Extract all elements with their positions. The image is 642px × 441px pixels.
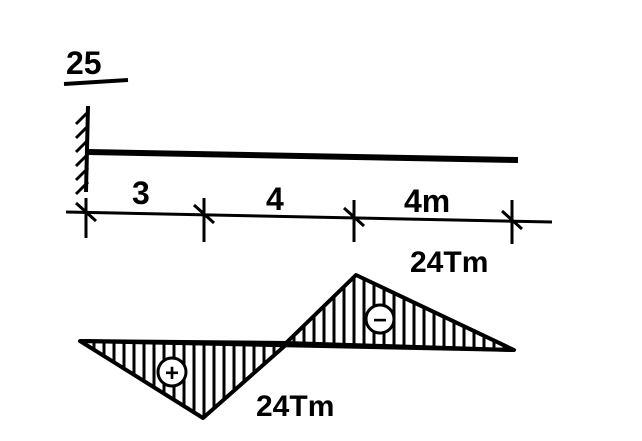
negative-moment-region (286, 275, 514, 350)
minus-sign-label: − (372, 307, 388, 334)
dimension-label-3: 4m (404, 183, 451, 219)
moment-value-bottom: 24Tm (256, 390, 335, 423)
problem-number: 25 (66, 45, 102, 81)
dimension-label-1: 3 (132, 175, 150, 211)
fixed-support-icon (76, 106, 88, 194)
moment-value-top: 24Tm (410, 246, 489, 279)
cantilever-beam (88, 152, 518, 160)
plus-sign-label: + (164, 360, 180, 387)
dimension-label-2: 4 (266, 181, 284, 217)
